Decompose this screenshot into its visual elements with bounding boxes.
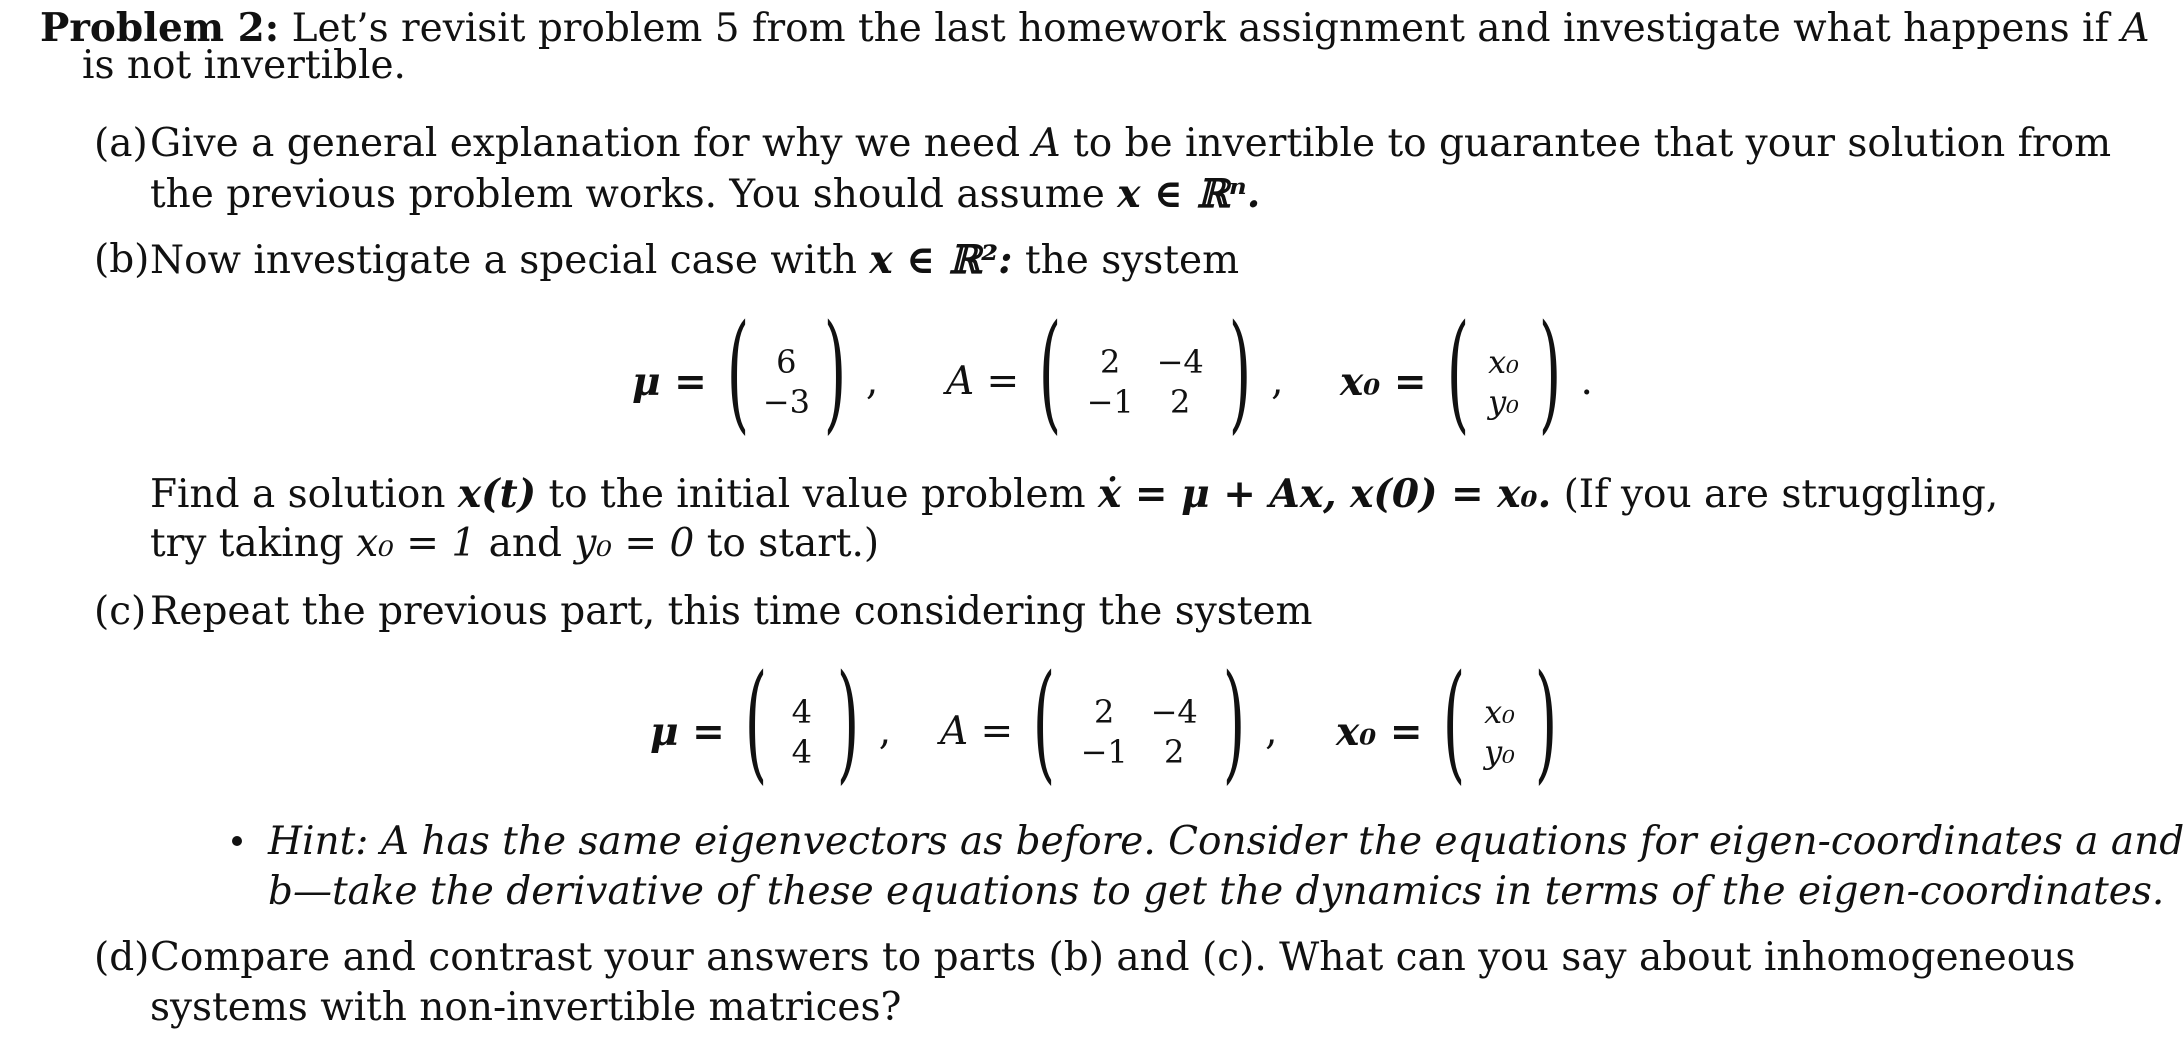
- try-y0: y₀ = 0: [574, 521, 695, 566]
- A-entry: −1: [1080, 733, 1128, 771]
- comma: ,: [1265, 708, 1278, 754]
- find-text-mid: to the initial value problem: [548, 472, 1086, 517]
- part-a-text-post: to be invertible to guarantee that your solution from: [1073, 121, 2112, 166]
- hint-line1: [232, 818, 2184, 867]
- x0-label: x₀ =: [1340, 358, 1427, 405]
- right-paren: ): [1222, 648, 1246, 797]
- part-c-line1: Repeat the previous part, this time considering the system: [150, 589, 1313, 634]
- left-paren: (: [744, 648, 768, 797]
- comma: ,: [878, 708, 892, 754]
- part-b-system: [40, 298, 2040, 447]
- part-c-system: [40, 648, 2040, 797]
- right-paren: ): [823, 298, 847, 447]
- problem-intro-text: Let’s revisit problem 5 from the last homework assignment and investigate what happens if: [291, 6, 2109, 51]
- right-paren: ): [1228, 298, 1252, 447]
- A-entry: 2: [1094, 693, 1115, 731]
- hint-text-1: Hint: A has the same eigenvectors as before. Consider the equations for eigen-coordinates a and: [268, 819, 2184, 864]
- A-label: A =: [940, 708, 1014, 754]
- A-grid: [1075, 342, 1215, 422]
- try-and: and: [488, 521, 562, 566]
- try-text-pre: try taking: [150, 521, 344, 566]
- mu-entry: 4: [791, 693, 812, 731]
- mu-label: μ =: [650, 708, 725, 755]
- part-c-A: [940, 648, 1278, 797]
- mu-vector: [713, 298, 860, 447]
- part-b-label: (b): [94, 237, 150, 282]
- mu-column: [781, 692, 823, 772]
- mu-entry: 4: [791, 733, 812, 771]
- part-d-line2: systems with non-invertible matrices?: [150, 985, 902, 1030]
- part-b-try-line: [150, 520, 879, 569]
- A-entry: 2: [1100, 343, 1121, 381]
- bullet-icon: [232, 836, 242, 846]
- part-a-math: x ∈ ℝⁿ.: [1117, 171, 1261, 217]
- A-entry: 2: [1164, 733, 1185, 771]
- part-b-text-pre: Now investigate a special case with: [150, 238, 857, 283]
- A-entry: −4: [1156, 343, 1204, 381]
- problem-label: Problem 2:: [40, 5, 280, 51]
- x0-column: [1479, 692, 1521, 772]
- part-c-label: (c): [94, 589, 147, 634]
- part-c-x0: [1336, 648, 1576, 797]
- x0-entry: y₀: [1484, 733, 1515, 771]
- A-entry: −1: [1086, 383, 1134, 421]
- comma: ,: [1271, 358, 1284, 404]
- problem-document: [40, 0, 2184, 1060]
- part-b-A: [946, 298, 1284, 447]
- find-equation: ẋ = μ + Ax, x(0) = x₀.: [1097, 471, 1552, 517]
- part-d-label: (d): [94, 935, 150, 980]
- A-entry: −4: [1150, 693, 1198, 731]
- x0-entry: y₀: [1488, 383, 1519, 421]
- left-paren: (: [1442, 648, 1465, 797]
- A-entry: 2: [1170, 383, 1191, 421]
- mu-entry: 6: [776, 343, 797, 381]
- mu-column: [763, 342, 810, 422]
- A-grid: [1069, 692, 1209, 772]
- part-b-x0: [1340, 298, 1593, 447]
- x0-vector: [1429, 648, 1571, 797]
- right-paren: ): [836, 648, 859, 797]
- left-paren: (: [1032, 648, 1056, 797]
- right-paren: ): [1534, 648, 1557, 797]
- try-text-post: to start.): [706, 521, 880, 566]
- problem-intro-var: A: [2121, 6, 2150, 51]
- part-d-line1: Compare and contrast your answers to parts (b) and (c). What can you say about inhomogeneous: [150, 935, 2076, 980]
- find-text-post: (If you are struggling,: [1563, 472, 1999, 517]
- part-b-line1: [150, 236, 1239, 286]
- part-a-label: (a): [94, 121, 148, 166]
- find-xt: x(t): [457, 471, 537, 517]
- period: .: [1580, 358, 1593, 404]
- part-b-mu: [632, 298, 879, 447]
- right-paren: ): [1538, 298, 1561, 447]
- part-b-math: x ∈ ℝ²:: [869, 237, 1013, 283]
- find-text-pre: Find a solution: [150, 472, 446, 517]
- left-paren: (: [1446, 298, 1469, 447]
- comma: ,: [865, 358, 879, 404]
- A-matrix: [1019, 648, 1259, 797]
- A-matrix: [1025, 298, 1265, 447]
- part-a-line2: [150, 170, 1260, 220]
- mu-label: μ =: [632, 358, 707, 405]
- left-paren: (: [726, 298, 750, 447]
- part-b-text-post: the system: [1024, 238, 1240, 283]
- part-a-var: A: [1032, 121, 1061, 166]
- x0-entry: x₀: [1484, 693, 1515, 731]
- problem-intro-line2: is not invertible.: [82, 43, 406, 88]
- x0-vector: [1433, 298, 1575, 447]
- part-c-mu: [650, 648, 892, 797]
- mu-vector: [731, 648, 873, 797]
- left-paren: (: [1038, 298, 1062, 447]
- x0-column: [1483, 342, 1525, 422]
- A-label: A =: [946, 358, 1020, 404]
- part-a-line1: [150, 120, 2111, 169]
- mu-entry: −3: [762, 383, 810, 421]
- part-a-text-pre: Give a general explanation for why we need: [150, 121, 1021, 166]
- part-a-line2-text: the previous problem works. You should assume: [150, 172, 1105, 217]
- hint-line2: b—take the derivative of these equations to get the dynamics in terms of the eigen-coordinates.: [268, 869, 2165, 914]
- try-x0: x₀ = 1: [356, 521, 477, 566]
- x0-label: x₀ =: [1336, 708, 1423, 755]
- part-b-find-line: [150, 470, 1998, 520]
- x0-entry: x₀: [1488, 343, 1519, 381]
